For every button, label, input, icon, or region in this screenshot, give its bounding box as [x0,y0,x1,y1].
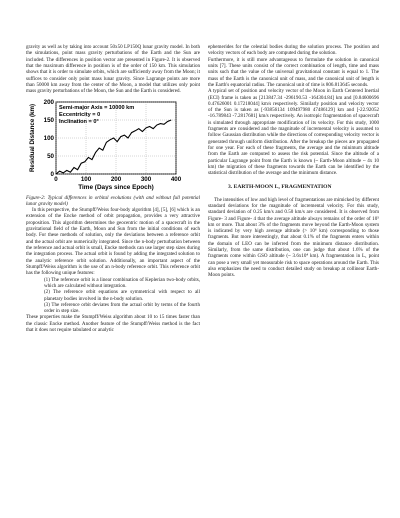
chart-annotation: Semi-major Axis = 10000 km [59,104,135,111]
paragraph: A typical set of position and velocity vector of the Moon in Earth Centered Inertial (ECI) frame is taken as [213847.34 -296190.53 -164304.84] km and [0.84600696 0.47626001 0.17218044] km/s respectively. Similarly position and velocity vector of the Sun is taken as [-93856134 109497980 47486129] km and [-22.92052 -16.789843 -7.2817681] km/s respectively. An isotropic fragmentation of spacecraft is simulated through appropriate modification of its velocity. For this study, 1000 fragments are considered and the magnitude of incremental velocity is assumed to follow Gaussian distribution while the directions of corresponding velocity vector is generated through uniform distribution. After the breakup the pieces are propagated for one year. For each of these fragments, the average and the minimum altitude from the Earth are computed to assess the risk potential. Since the altitude of a particular Lagrange point from the Earth is known (~ Earth-Moon altitude ~ 4x 10 km) the migration of these fragments towards the Earth can be identified by the statistical distribution of the average and the minimum distance. [208,88,379,177]
paragraph: The intensities of low and high level of fragmentations are mimicked by different standard deviations for the magnitude of incremental velocity. For this study, standard deviation of 0.25 km/s and 0.50 km/s are considered. It is observed from Figure- 3 and Figure- 4 that the average altitude always remains of the order of 10⁵ km or more. That about 3% of the fragments move beyond the Earth-Moon system is indicated by very high average altitude (> 10⁶ km) corresponding to those fragments. But more interestingly, that about 0.1% of the fragments enters within the domain of LEO can be inferred from the minimum distance distribution. Similarly, from the same distribution, one can judge that about 1.6% of the fragments come within GSO altitude (~ 3.6x10⁴ km). A fragmentation in L₁ point can pose a very small yet measurable risk to space operations around the Earth. This also emphasizes the need to conduct detailed study on breakup at collinear Earth-Moon points. [208,196,379,279]
y-tick-label: 0 [50,170,54,178]
y-tick-label: 150 [43,116,54,124]
x-tick-label: 400 [170,175,182,183]
left-column [26,44,200,333]
paragraph: Furthermore, it is still more advantageous to formulate the solution in canonical units [7]. These units consist of the correct combination of length, time and mass units such that the value of the universal gravitational constant is equal to 1. The mass of the Earth is the canonical unit of mass, and the canonical unit of length is the Earth's equatorial radius. The canonical unit of time is 806.813645 seconds. [208,56,379,88]
y-tick-label: 100 [43,134,54,142]
paragraph: These properties make the Stumpff/Weiss algorithm about 10 to 15 times faster than the classic Encke method. Another feature of the Stumpff/Weiss method is the fact that it does not require tabulated or analytic [26,314,200,334]
reference-orbit-properties [26,277,200,315]
x-tick-label: 200 [110,175,122,183]
y-tick-label: 50 [47,152,54,160]
y-axis-label: Residual Distance (km) [29,103,36,172]
property-item: (2) The reference orbit equations are symmetrical with respect to all planetary bodies involved in the n-body solution. [44,289,200,302]
y-tick-label: 200 [43,98,54,106]
chart-annotation: Inclination = 0° [59,118,99,125]
paragraph: ephemerides for the celestial bodies during the solution process. The position and velocity vectors of each body are computed during the solution. [208,44,379,57]
paragraph: gravity as well as by taking into account 50x50 LP150Q lunar gravity model. In both the simulations, point mass gravity perturbations of the Earth and the Sun are included. The differences in position vector are presented in Figure-2. It is observed that the maximum difference in position is of the order of 150 km. This simulation shows that it is order to simulate orbits, which are sufficiently away from the Moon; it suffices to consider only point mass lunar gravity. Since Lagrange points are more than 50000 km away from the center of the Moon, a model that utilizes only point mass gravity perturbations of the Moon, the Sun and the Earth is considered. [26,44,200,95]
section-heading: 3. EARTH-MOON L₁ FRAGMENTATION [228,183,332,190]
x-axis-label: Time (Days since Epoch) [78,183,154,191]
property-item: (1) The reference orbit is a linear combination of Keplerian two-body orbits, which are calculated without integration. [44,276,200,289]
x-tick-label: 300 [140,175,152,183]
x-tick-label: 0 [54,175,58,183]
right-column [208,44,379,279]
residual-distance-chart [26,96,200,193]
chart-annotation: Eccentricity = 0 [59,111,101,118]
figure-caption: Figure-2: Typical differences in orbital evolutions (with and without full potential lunar gravity model) [26,194,200,207]
x-tick-label: 100 [80,175,92,183]
figure-2 [26,96,200,193]
property-item: (3) The reference orbit deviates from the actual orbit by terms of the fourth order in step size. [44,301,200,315]
paragraph: In this perspective, the Stumpff/Weiss four-body algorithm [4], [5], [6] which is an extension of the Encke method of orbit propagation, provides a very attractive proposition. This algorithm determines the geocentric motion of a spacecraft in the gravitational field of the Earth, Moon and Sun from the initial conditions of each body. For these methods of solution, only the deviations between a reference orbit and the actual orbit are numerically integrated. Since the n-body perturbation between the reference and actual orbit is small, Encke methods can use larger step sizes during the integration process. The actual orbit is found by adding the integrated solution to the analytic reference orbit solution. Additionally, an important aspect of the Stumpff/Weiss algorithm is the use of an n-body reference orbit. This reference orbit has the following unique features: [26,207,200,277]
